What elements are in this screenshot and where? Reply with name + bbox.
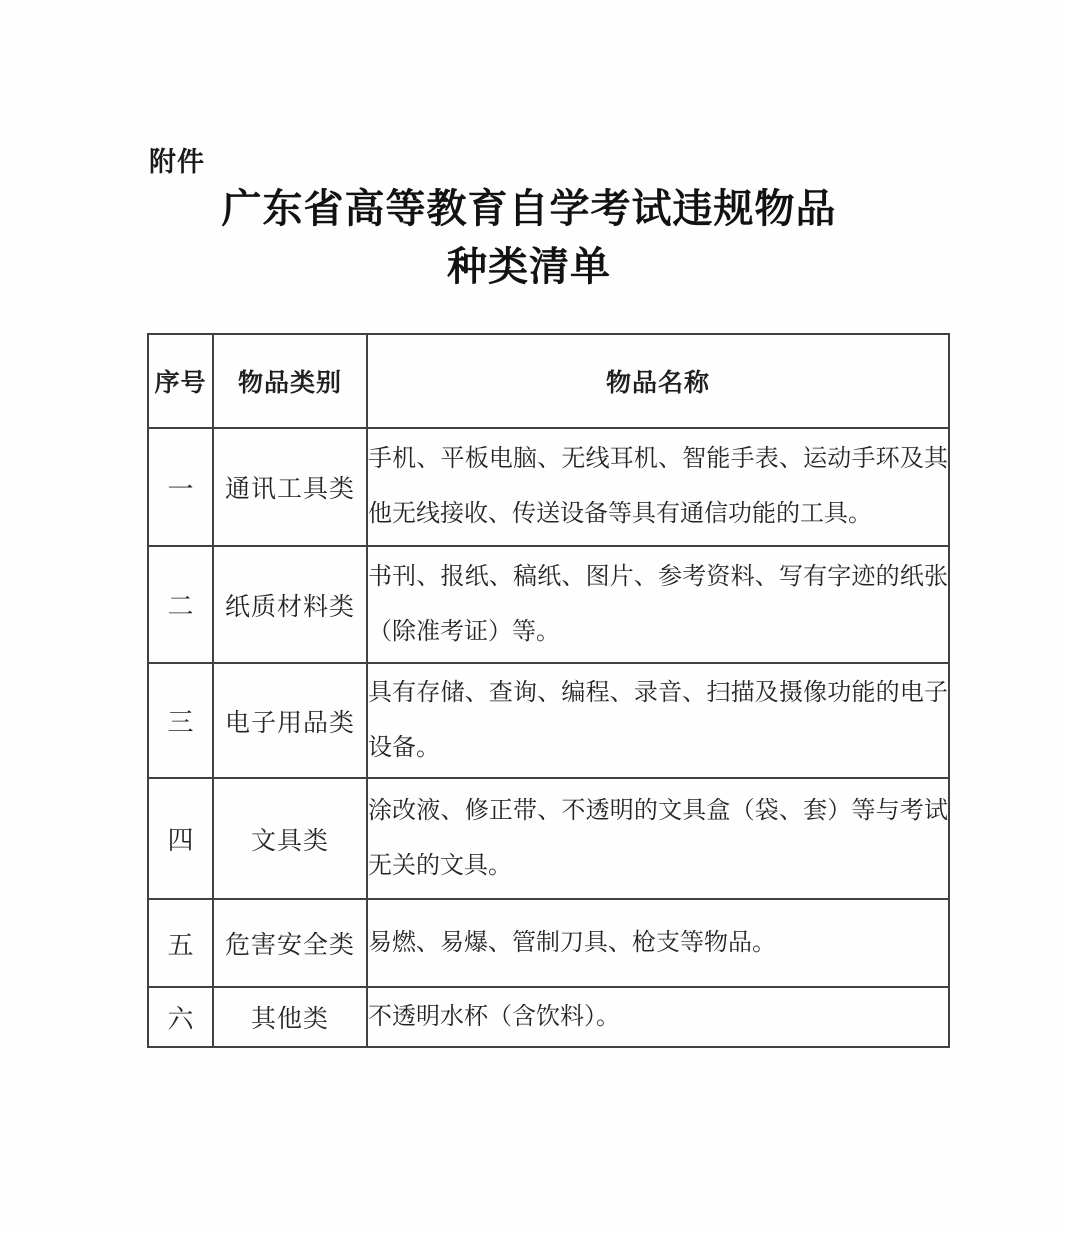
table-row [148, 899, 949, 987]
attachment-label: 附件 [149, 147, 205, 177]
table-row [148, 546, 949, 663]
table-row [148, 778, 949, 899]
row-category: 通讯工具类 [213, 428, 367, 546]
title-line-1: 广东省高等教育自学考试违规物品 [221, 186, 837, 231]
row-category: 其他类 [213, 987, 367, 1047]
row-serial-number: 六 [148, 987, 213, 1047]
title-line-2: 种类清单 [447, 244, 611, 289]
row-items: 具有存储、查询、编程、录音、扫描及摄像功能的电子设备。 [367, 663, 949, 778]
table-header-row [148, 334, 949, 428]
row-category: 电子用品类 [213, 663, 367, 778]
table-header [148, 334, 949, 428]
row-category: 危害安全类 [213, 899, 367, 987]
row-serial-number: 五 [148, 899, 213, 987]
row-items: 手机、平板电脑、无线耳机、智能手表、运动手环及其他无线接收、传送设备等具有通信功能的工具。 [367, 428, 949, 546]
header-serial-number: 序号 [148, 334, 213, 428]
header-item-category: 物品类别 [213, 334, 367, 428]
row-items: 涂改液、修正带、不透明的文具盒（袋、套）等与考试无关的文具。 [367, 778, 949, 899]
row-category: 文具类 [213, 778, 367, 899]
table-row [148, 428, 949, 546]
row-items: 不透明水杯（含饮料）。 [367, 987, 949, 1047]
table-row [148, 663, 949, 778]
row-items: 易燃、易爆、管制刀具、枪支等物品。 [367, 899, 949, 987]
prohibited-items-table [147, 333, 950, 1048]
table-body [148, 428, 949, 1047]
row-items: 书刊、报纸、稿纸、图片、参考资料、写有字迹的纸张（除准考证）等。 [367, 546, 949, 663]
table-row [148, 987, 949, 1047]
document-title [0, 180, 1058, 296]
row-category: 纸质材料类 [213, 546, 367, 663]
row-serial-number: 四 [148, 778, 213, 899]
row-serial-number: 三 [148, 663, 213, 778]
header-item-name: 物品名称 [367, 334, 949, 428]
row-serial-number: 一 [148, 428, 213, 546]
row-serial-number: 二 [148, 546, 213, 663]
